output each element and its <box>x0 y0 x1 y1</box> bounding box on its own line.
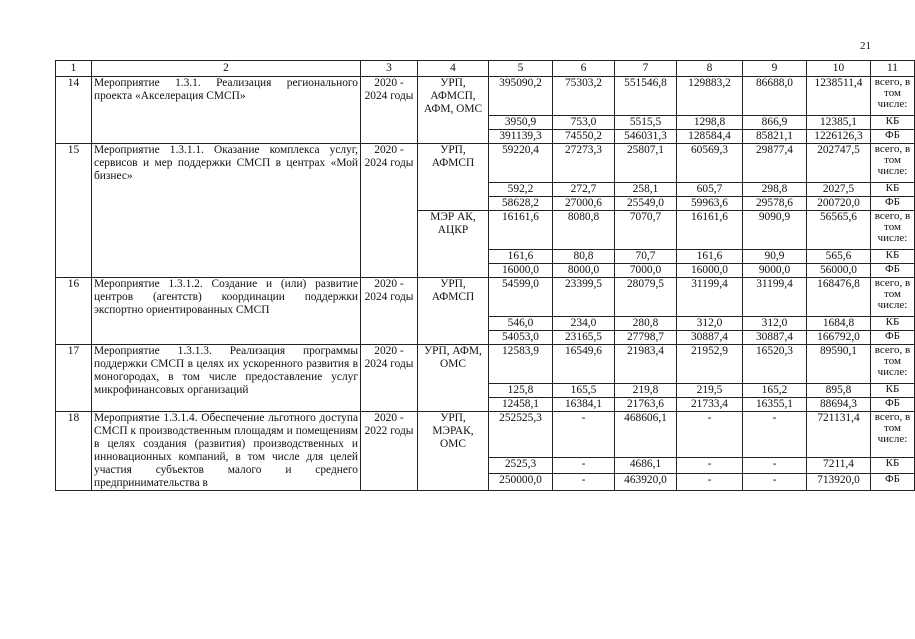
amount-cell: 21763,6 <box>615 398 677 412</box>
funding-source: КБ <box>871 250 915 264</box>
amount-cell: - <box>677 474 743 491</box>
amount-cell: 7070,7 <box>615 211 677 250</box>
header-row <box>56 61 915 77</box>
amount-cell: 90,9 <box>743 250 807 264</box>
amount-cell: 128584,4 <box>677 130 743 144</box>
amount-cell: 29877,4 <box>743 144 807 183</box>
header-cell: 9 <box>743 61 807 77</box>
amount-cell: 27000,6 <box>553 197 615 211</box>
amount-cell: 23165,5 <box>553 331 615 345</box>
amount-cell: 7000,0 <box>615 264 677 278</box>
amount-cell: - <box>677 412 743 458</box>
funding-source: ФБ <box>871 197 915 211</box>
amount-cell: 54053,0 <box>489 331 553 345</box>
table-body <box>56 77 915 491</box>
amount-cell: 16161,6 <box>489 211 553 250</box>
amount-cell: 58628,2 <box>489 197 553 211</box>
amount-cell: 16520,3 <box>743 345 807 384</box>
amount-cell: 166792,0 <box>807 331 871 345</box>
amount-cell: - <box>743 457 807 474</box>
activity-name: Мероприятие 1.3.1.3. Реализация программы поддержки СМСП в целях их ускоренного развития в моногородах, в том числе предоставление услуг микрофинансовых организаций <box>92 345 361 412</box>
amount-cell: 28079,5 <box>615 278 677 317</box>
executor: УРП, АФМСП <box>418 278 489 345</box>
amount-cell: - <box>553 457 615 474</box>
amount-cell: 565,6 <box>807 250 871 264</box>
row-number: 14 <box>56 77 92 144</box>
header-cell: 7 <box>615 61 677 77</box>
funding-source: всего, в том числе: <box>871 412 915 458</box>
amount-cell: 312,0 <box>677 317 743 331</box>
funding-source: ФБ <box>871 130 915 144</box>
funding-source: КБ <box>871 384 915 398</box>
funding-source: ФБ <box>871 264 915 278</box>
header-cell: 11 <box>871 61 915 77</box>
amount-cell: 866,9 <box>743 116 807 130</box>
amount-cell: 129883,2 <box>677 77 743 116</box>
amount-cell: 9000,0 <box>743 264 807 278</box>
amount-cell: 168476,8 <box>807 278 871 317</box>
amount-cell: 21983,4 <box>615 345 677 384</box>
amount-cell: 605,7 <box>677 183 743 197</box>
amount-cell: 165,5 <box>553 384 615 398</box>
amount-cell: 258,1 <box>615 183 677 197</box>
amount-cell: 1298,8 <box>677 116 743 130</box>
funding-source: ФБ <box>871 398 915 412</box>
amount-cell: 713920,0 <box>807 474 871 491</box>
amount-cell: 2525,3 <box>489 457 553 474</box>
header-cell: 8 <box>677 61 743 77</box>
amount-cell: 60569,3 <box>677 144 743 183</box>
amount-cell: 9090,9 <box>743 211 807 250</box>
table-row <box>56 77 915 116</box>
amount-cell: 88694,3 <box>807 398 871 412</box>
amount-cell: 161,6 <box>677 250 743 264</box>
funding-source: КБ <box>871 457 915 474</box>
amount-cell: 4686,1 <box>615 457 677 474</box>
amount-cell: 7211,4 <box>807 457 871 474</box>
activity-term: 2020 - 2024 годы <box>361 278 418 345</box>
amount-cell: 16355,1 <box>743 398 807 412</box>
amount-cell: 463920,0 <box>615 474 677 491</box>
amount-cell: 16000,0 <box>489 264 553 278</box>
header-cell: 5 <box>489 61 553 77</box>
amount-cell: 165,2 <box>743 384 807 398</box>
amount-cell: - <box>553 474 615 491</box>
amount-cell: 252525,3 <box>489 412 553 458</box>
amount-cell: 3950,9 <box>489 116 553 130</box>
amount-cell: 16549,6 <box>553 345 615 384</box>
amount-cell: 29578,6 <box>743 197 807 211</box>
amount-cell: 16384,1 <box>553 398 615 412</box>
amount-cell: 721131,4 <box>807 412 871 458</box>
amount-cell: 298,8 <box>743 183 807 197</box>
funding-source: ФБ <box>871 331 915 345</box>
amount-cell: 551546,8 <box>615 77 677 116</box>
activity-term: 2020 - 2024 годы <box>361 345 418 412</box>
amount-cell: 272,7 <box>553 183 615 197</box>
row-number: 16 <box>56 278 92 345</box>
row-number: 17 <box>56 345 92 412</box>
executor: УРП, АФМСП <box>418 144 489 211</box>
amount-cell: 25549,0 <box>615 197 677 211</box>
table-row <box>56 278 915 317</box>
amount-cell: 23399,5 <box>553 278 615 317</box>
amount-cell: 56565,6 <box>807 211 871 250</box>
page-number: 21 <box>860 40 871 52</box>
activity-name: Мероприятие 1.3.1.4. Обеспечение льготного доступа СМСП к производственным площадям и помещениям в целях создания (развития) производственных и инновационных компаний, в том числе для целей участия субъектов малого и среднего предпринимательства в <box>92 412 361 491</box>
funding-source: всего, в том числе: <box>871 278 915 317</box>
amount-cell: 250000,0 <box>489 474 553 491</box>
amount-cell: 31199,4 <box>743 278 807 317</box>
table-row <box>56 345 915 384</box>
table-row <box>56 412 915 458</box>
amount-cell: 16000,0 <box>677 264 743 278</box>
amount-cell: 546,0 <box>489 317 553 331</box>
amount-cell: 75303,2 <box>553 77 615 116</box>
amount-cell: 74550,2 <box>553 130 615 144</box>
amount-cell: 21952,9 <box>677 345 743 384</box>
amount-cell: 202747,5 <box>807 144 871 183</box>
amount-cell: 54599,0 <box>489 278 553 317</box>
header-cell: 3 <box>361 61 418 77</box>
row-number: 18 <box>56 412 92 491</box>
activity-name: Мероприятие 1.3.1.1. Оказание комплекса услуг, сервисов и мер поддержки СМСП в центрах «Мой бизнес» <box>92 144 361 278</box>
executor: УРП, АФМСП, АФМ, ОМС <box>418 77 489 144</box>
amount-cell: 395090,2 <box>489 77 553 116</box>
amount-cell: - <box>553 412 615 458</box>
amount-cell: 31199,4 <box>677 278 743 317</box>
executor: УРП, АФМ, ОМС <box>418 345 489 412</box>
amount-cell: 12458,1 <box>489 398 553 412</box>
amount-cell: 161,6 <box>489 250 553 264</box>
amount-cell: 30887,4 <box>677 331 743 345</box>
amount-cell: 56000,0 <box>807 264 871 278</box>
amount-cell: 59220,4 <box>489 144 553 183</box>
activity-term: 2020 - 2024 годы <box>361 77 418 144</box>
amount-cell: - <box>743 412 807 458</box>
amount-cell: 895,8 <box>807 384 871 398</box>
funding-source: всего, в том числе: <box>871 144 915 183</box>
activity-name: Мероприятие 1.3.1. Реализация регионального проекта «Акселерация СМСП» <box>92 77 361 144</box>
table-row <box>56 144 915 183</box>
amount-cell: 200720,0 <box>807 197 871 211</box>
amount-cell: 125,8 <box>489 384 553 398</box>
header-cell: 10 <box>807 61 871 77</box>
amount-cell: 391139,3 <box>489 130 553 144</box>
header-cell: 2 <box>92 61 361 77</box>
amount-cell: 80,8 <box>553 250 615 264</box>
amount-cell: 546031,3 <box>615 130 677 144</box>
row-number: 15 <box>56 144 92 278</box>
amount-cell: 219,5 <box>677 384 743 398</box>
funding-source: всего, в том числе: <box>871 211 915 250</box>
amount-cell: 8080,8 <box>553 211 615 250</box>
amount-cell: - <box>743 474 807 491</box>
amount-cell: 280,8 <box>615 317 677 331</box>
funding-source: КБ <box>871 317 915 331</box>
funding-source: КБ <box>871 183 915 197</box>
amount-cell: 85821,1 <box>743 130 807 144</box>
amount-cell: 27798,7 <box>615 331 677 345</box>
amount-cell: 16161,6 <box>677 211 743 250</box>
amount-cell: 30887,4 <box>743 331 807 345</box>
funding-source: всего, в том числе: <box>871 345 915 384</box>
amount-cell: 21733,4 <box>677 398 743 412</box>
header-cell: 1 <box>56 61 92 77</box>
activity-term: 2020 - 2024 годы <box>361 144 418 278</box>
budget-table <box>55 60 915 491</box>
amount-cell: 1684,8 <box>807 317 871 331</box>
funding-source: КБ <box>871 116 915 130</box>
activity-term: 2020 - 2022 годы <box>361 412 418 491</box>
amount-cell: 25807,1 <box>615 144 677 183</box>
amount-cell: - <box>677 457 743 474</box>
header-cell: 4 <box>418 61 489 77</box>
amount-cell: 59963,6 <box>677 197 743 211</box>
funding-source: всего, в том числе: <box>871 77 915 116</box>
amount-cell: 8000,0 <box>553 264 615 278</box>
amount-cell: 2027,5 <box>807 183 871 197</box>
amount-cell: 1226126,3 <box>807 130 871 144</box>
amount-cell: 27273,3 <box>553 144 615 183</box>
amount-cell: 86688,0 <box>743 77 807 116</box>
amount-cell: 753,0 <box>553 116 615 130</box>
executor: МЭР АК, АЦКР <box>418 211 489 278</box>
amount-cell: 468606,1 <box>615 412 677 458</box>
amount-cell: 1238511,4 <box>807 77 871 116</box>
header-cell: 6 <box>553 61 615 77</box>
amount-cell: 219,8 <box>615 384 677 398</box>
amount-cell: 89590,1 <box>807 345 871 384</box>
funding-source: ФБ <box>871 474 915 491</box>
amount-cell: 5515,5 <box>615 116 677 130</box>
amount-cell: 12385,1 <box>807 116 871 130</box>
amount-cell: 234,0 <box>553 317 615 331</box>
amount-cell: 70,7 <box>615 250 677 264</box>
activity-name: Мероприятие 1.3.1.2. Создание и (или) развитие центров (агентств) координации поддержки экспортно ориентированных СМСП <box>92 278 361 345</box>
amount-cell: 12583,9 <box>489 345 553 384</box>
executor: УРП, МЭРАК, ОМС <box>418 412 489 491</box>
amount-cell: 592,2 <box>489 183 553 197</box>
amount-cell: 312,0 <box>743 317 807 331</box>
